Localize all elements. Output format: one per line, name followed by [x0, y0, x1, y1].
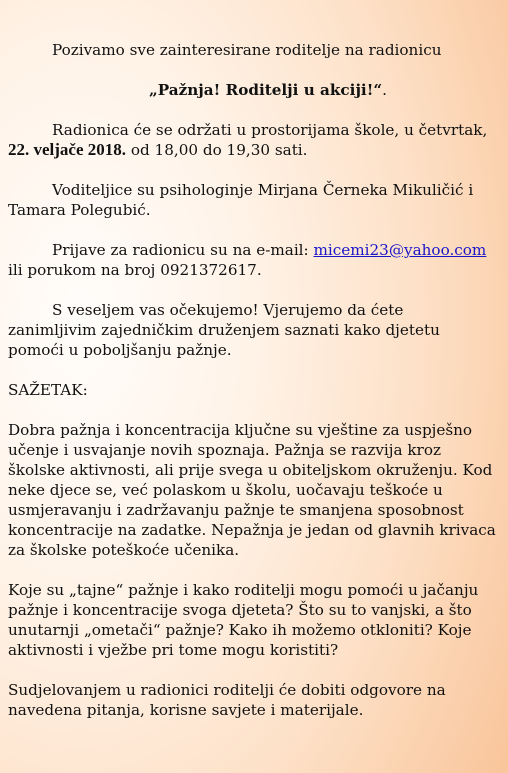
intro-line: Pozivamo sve zainteresirane roditelje na radionicu [52, 41, 442, 59]
summary-heading: SAŽETAK: [8, 381, 88, 399]
schedule-text: Radionica će se održati u prostorijama škole, u četvrtak, [52, 121, 488, 139]
registration-text: Prijave za radionicu su na e-mail: [52, 241, 314, 259]
workshop-title-period: . [382, 81, 387, 99]
leaders-paragraph: Voditeljice su psihologinje Mirjana Černeka Mikuličić i Tamara Polegubić. [8, 181, 474, 219]
closing-paragraph: S veseljem vas očekujemo! Vjerujemo da ćete zanimljivim zajedničkim druženjem saznati kako djetetu pomoći u poboljšanju pažnje. [8, 301, 440, 359]
email-link[interactable]: micemi23@yahoo.com [313, 241, 487, 259]
summary-paragraph-1: Dobra pažnja i koncentracija ključne su vještine za uspješno učenje i usvajanje novih spoznaja. Pažnja se razvija kroz školske aktivnosti, ali prije svega u obiteljskom okruženju. Kod neke djece se, već polaskom u školu, uočavaju teškoće u usmjeravanju i zadržavanju pažnje te smanjena sposobnost koncentracije na zadatke. Nepažnja je jedan od glavnih krivaca za školske poteškoće učenika. [8, 421, 496, 559]
schedule-time: od 18,00 do 19,30 sati. [126, 141, 308, 159]
schedule-paragraph [8, 120, 500, 160]
registration-paragraph [8, 240, 500, 280]
workshop-date: 22. veljače 2018. [8, 140, 127, 159]
summary-paragraph-3: Sudjelovanjem u radionici roditelji će dobiti odgovore na navedena pitanja, korisne savjete i materijale. [8, 681, 446, 719]
summary-paragraph-2: Koje su „tajne“ pažnje i kako roditelji mogu pomoći u jačanju pažnje i koncentracije svoga djeteta? Što su to vanjski, a što unutarnji „ometači“ pažnje? Kako ih možemo otkloniti? Koje aktivnosti i vježbe pri tome mogu koristiti? [8, 581, 479, 659]
workshop-title: „Pažnja! Roditelji u akciji!“ [149, 81, 383, 99]
workshop-title-line [8, 80, 500, 100]
registration-phone: ili porukom na broj 0921372617. [8, 261, 262, 279]
